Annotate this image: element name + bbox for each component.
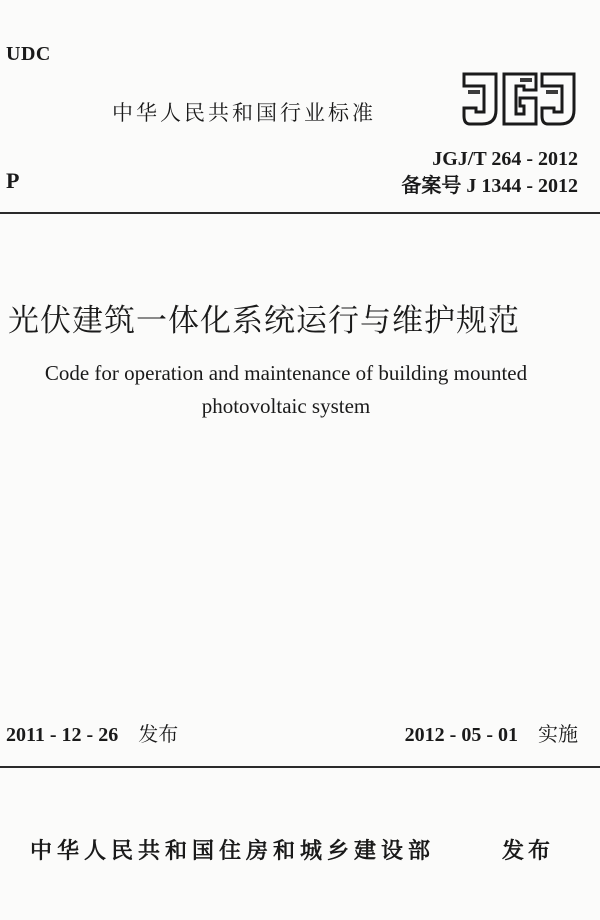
publisher-name: 中华人民共和国住房和城乡建设部 bbox=[30, 839, 436, 864]
chinese-title: 光伏建筑一体化系统运行与维护规范 bbox=[8, 303, 520, 339]
english-title bbox=[0, 357, 572, 423]
category-label: P bbox=[6, 168, 20, 193]
english-title-line-1: Code for operation and maintenance of building mounted bbox=[44, 361, 528, 385]
implementation-date-label: 实施 bbox=[538, 722, 578, 746]
issue-date-value: 2011 - 12 - 26 bbox=[6, 724, 119, 746]
issue-date bbox=[6, 724, 178, 745]
english-title-line-2: photovoltaic system bbox=[201, 394, 371, 418]
jgj-logo bbox=[460, 68, 578, 130]
publisher-release-label: 发布 bbox=[502, 839, 555, 864]
industry-standard-heading: 中华人民共和国行业标准 bbox=[112, 101, 376, 125]
implementation-date bbox=[405, 724, 578, 745]
standard-code: JGJ/T 264 - 2012 bbox=[432, 148, 578, 170]
record-number: 备案号 J 1344 - 2012 bbox=[401, 175, 578, 197]
header-divider bbox=[0, 212, 600, 214]
footer-divider bbox=[0, 766, 600, 768]
udc-label: UDC bbox=[6, 43, 51, 65]
implementation-date-value: 2012 - 05 - 01 bbox=[404, 724, 518, 746]
issue-date-label: 发布 bbox=[138, 722, 179, 746]
